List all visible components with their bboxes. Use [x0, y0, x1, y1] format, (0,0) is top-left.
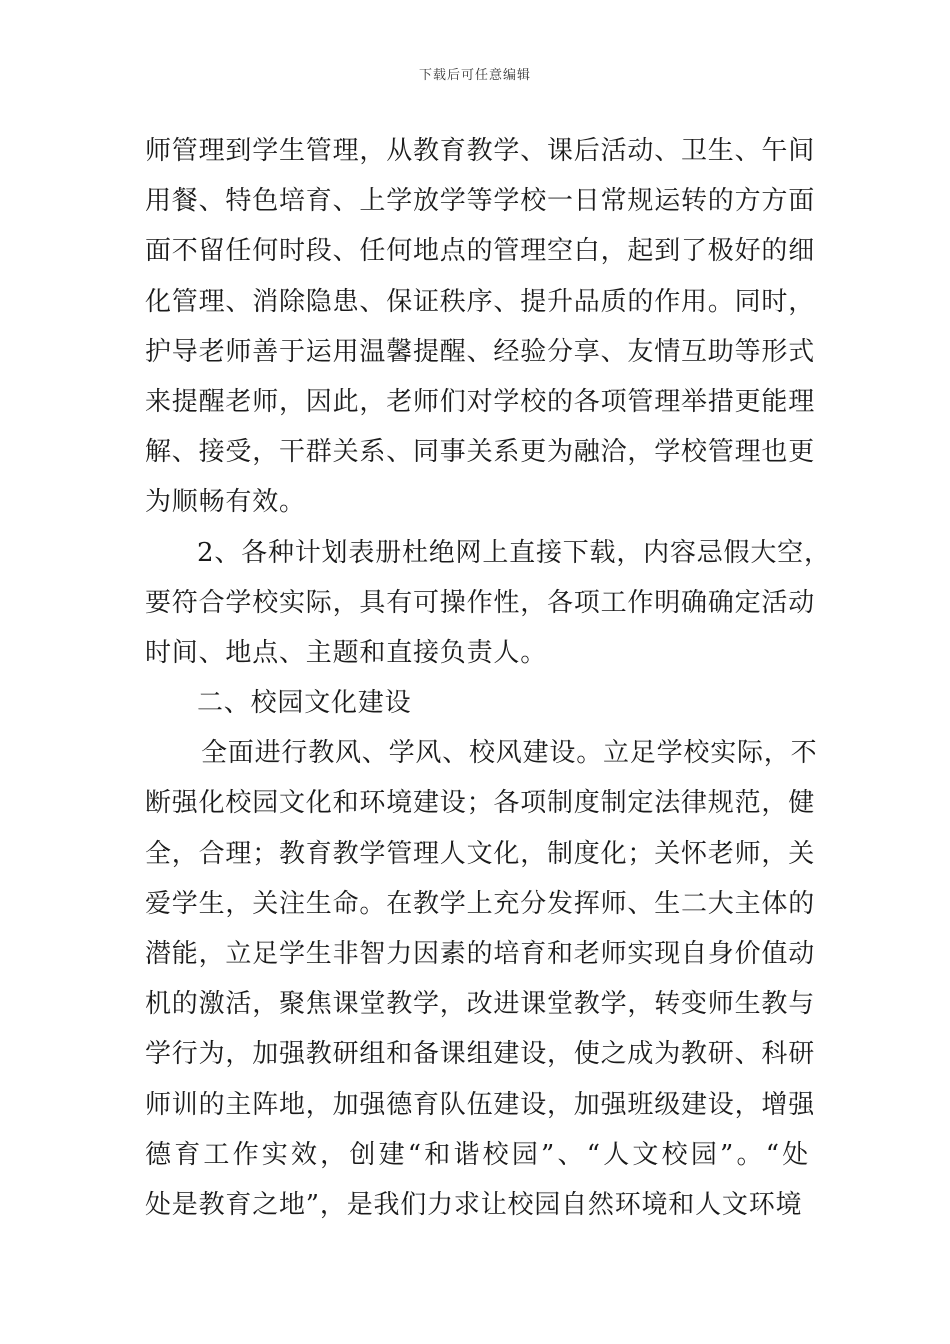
text-line: 全面进行教风、学风、校风建设。立足学校实际，不 — [201, 738, 818, 769]
text-line: 断强化校园文化和环境建设；各项制度制定法律规范，健 — [145, 788, 816, 819]
text-line: 潜能，立足学生非智力因素的培育和老师实现自身价值动 — [145, 939, 816, 969]
text-line: 来提醒老师，因此，老师们对学校的各项管理举措更能理 — [145, 386, 816, 417]
page-header: 下载后可任意编辑 — [418, 68, 531, 83]
text-line: 要符合学校实际，具有可操作性，各项工作明确确定活动 — [145, 587, 816, 618]
text-line: 德育工作实效，创建“和谐校园”、“人文校园”。“处 — [145, 1139, 809, 1170]
text-line: 用餐、特色培育、上学放学等学校一日常规运转的方方面 — [145, 186, 816, 217]
text-line: 处是教育之地”，是我们力求让校园自然环境和人文环境 — [145, 1189, 803, 1220]
text-line: 解、接受，干群关系、同事关系更为融洽，学校管理也更 — [145, 437, 816, 468]
text-line: 爱学生，关注生命。在教学上充分发挥师、生二大主体的 — [145, 888, 816, 919]
text-line: 化管理、消除隐患、保证秩序、提升品质的作用。同时， — [145, 286, 816, 317]
text-line: 学行为，加强教研组和备课组建设，使之成为教研、科研 — [145, 1039, 816, 1070]
text-line: 时间、地点、主题和直接负责人。 — [145, 637, 548, 668]
text-line: 护导老师善于运用温馨提醒、经验分享、友情互助等形式 — [145, 336, 816, 367]
text-line: 二、校园文化建设 — [197, 688, 412, 719]
text-line: 为顺畅有效。 — [145, 487, 306, 518]
text-line: 面不留任何时段、任何地点的管理空白，起到了极好的细 — [145, 236, 816, 267]
text-line: 全，合理；教育教学管理人文化，制度化；关怀老师，关 — [145, 838, 816, 869]
text-line: 师训的主阵地，加强德育队伍建设，加强班级建设，增强 — [145, 1089, 816, 1120]
text-line: 机的激活，聚焦课堂教学，改进课堂教学，转变师生教与 — [145, 989, 816, 1020]
text-line: 2、各种计划表册杜绝网上直接下载，内容忌假大空， — [197, 537, 831, 568]
text-line: 师管理到学生管理，从教育教学、课后活动、卫生、午间 — [145, 136, 816, 166]
document-body — [145, 126, 831, 1230]
